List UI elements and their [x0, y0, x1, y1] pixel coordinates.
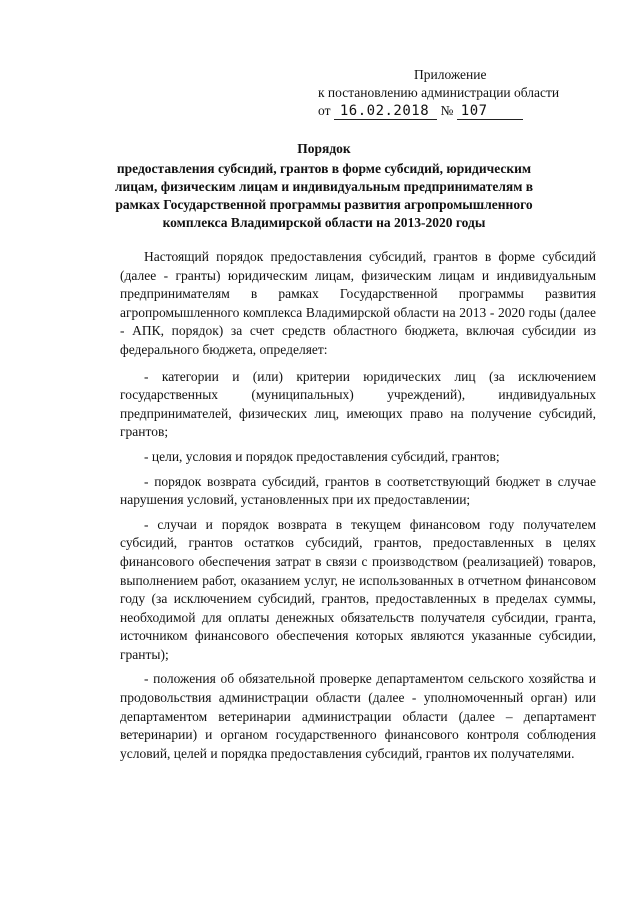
title-subtitle: предоставления субсидий, грантов в форме субсидий, юридическим лицам, физическим лицам и индивидуальным предпринимателям в рамках Государственной программы развития агропромышленного комплекса Владимирской области на 2013-2020 годы	[114, 161, 534, 230]
document-body	[120, 248, 596, 769]
appendix-date-number	[300, 102, 600, 120]
list-item: - категории и (или) критерии юридических лиц (за исключением государственных (муниципальных) учреждений), индивидуальных предпринимателей, физических лиц, имеющих право на получение субсидий, грантов;	[120, 368, 596, 440]
intro-paragraph: Настоящий порядок предоставления субсидий, грантов в форме субсидий (далее - гранты) юридическим лицам, физическим лицам и индивидуальным предпринимателям в рамках Государственной программы развития агропромышленного комплекса Владимирской области на 2013 - 2020 годы (далее - АПК, порядок) за счет средств областного бюджета, включая субсидии из федерального бюджета, определяет:	[120, 249, 596, 357]
from-label: от	[318, 103, 331, 118]
list-item: - цели, условия и порядок предоставления субсидий, грантов;	[144, 448, 500, 464]
list-item: - порядок возврата субсидий, грантов в соответствующий бюджет в случае нарушения условий, установленных при их предоставлении;	[120, 473, 596, 508]
handwritten-date: 16.02.2018	[334, 104, 437, 120]
appendix-reference: к постановлению администрации области	[318, 85, 560, 100]
appendix-title: Приложение	[414, 67, 487, 82]
title-heading: Порядок	[297, 141, 351, 156]
document-title	[104, 140, 544, 232]
appendix-header	[300, 66, 600, 120]
number-label: №	[440, 103, 454, 118]
list-item: - положения об обязательной проверке департаментом сельского хозяйства и продовольствия администрации области (далее - уполномоченный орган) или департаментом ветеринарии администрации области (далее – департамент ветеринарии) и органом государственного финансового контроля соблюдения условий, целей и порядка предоставления субсидий, грантов их получателями.	[120, 671, 596, 761]
handwritten-number: 107	[457, 104, 523, 120]
list-item: - случаи и порядок возврата в текущем финансовом году получателем субсидий, грантов остатков субсидий, грантов, предоставленных в целях финансового обеспечения затрат в связи с производством (реализацией) товаров, выполнением работ, оказанием услуг, не использованных в отчетном финансовом году (за исключением субсидий, грантов, предоставленных в пределах суммы, необходимой для оплаты денежных обязательств получателя субсидии, гранта, источником финансового обеспечения которых являются указанные субсидии, гранты);	[120, 516, 596, 662]
